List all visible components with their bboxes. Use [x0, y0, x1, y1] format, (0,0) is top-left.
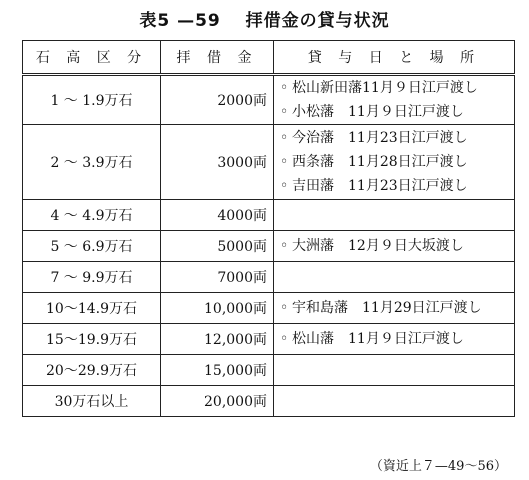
list-item: [280, 327, 508, 351]
title-number: 5 —59: [157, 11, 221, 31]
loan-amount: 2000両: [161, 75, 274, 125]
kokudaka-range: 4 ～ 4.9万石: [23, 200, 161, 231]
kokudaka-range: 1 ～ 1.9万石: [23, 75, 161, 125]
list-item: [280, 150, 508, 174]
date-place-cell: [274, 262, 515, 293]
loan-amount: 15,000両: [161, 355, 274, 386]
bullet-icon: ◦: [280, 238, 289, 254]
list-item: [280, 126, 508, 150]
bullet-icon: ◦: [280, 178, 289, 194]
kokudaka-range: 10～14.9万石: [23, 293, 161, 324]
entry-text: 小松藩 11月９日江戸渡し: [292, 104, 464, 120]
table-row: [23, 355, 515, 386]
entry-text: 大洲藩 12月９日大坂渡し: [292, 238, 464, 254]
list-item: [280, 234, 508, 258]
kokudaka-range: 20～29.9万石: [23, 355, 161, 386]
loan-amount: 12,000両: [161, 324, 274, 355]
bullet-icon: ◦: [280, 300, 289, 316]
bullet-icon: ◦: [280, 130, 289, 146]
list-item: [280, 76, 508, 100]
table-row: [23, 262, 515, 293]
date-place-cell: [274, 293, 515, 324]
title-prefix: 表: [139, 11, 158, 31]
date-place-cell: [274, 324, 515, 355]
entry-text: 吉田藩 11月23日江戸渡し: [292, 178, 468, 194]
loan-amount: 20,000両: [161, 386, 274, 417]
loan-amount: 10,000両: [161, 293, 274, 324]
bullet-icon: ◦: [280, 80, 289, 96]
entry-text: 松山新田藩11月９日江戸渡し: [292, 80, 478, 96]
date-place-cell: [274, 355, 515, 386]
loan-table: [22, 40, 515, 417]
table-row: [23, 231, 515, 262]
entry-text: 宇和島藩 11月29日江戸渡し: [292, 300, 482, 316]
bullet-icon: ◦: [280, 104, 289, 120]
table-title: [0, 6, 529, 31]
kokudaka-range: 7 ～ 9.9万石: [23, 262, 161, 293]
table-row: [23, 125, 515, 200]
table-row: [23, 386, 515, 417]
table-row: [23, 324, 515, 355]
header-loan-amount: 拝 借 金: [161, 41, 274, 75]
table-row: [23, 200, 515, 231]
kokudaka-range: 5 ～ 6.9万石: [23, 231, 161, 262]
header-kokudaka: 石 高 区 分: [23, 41, 161, 75]
table-row: [23, 75, 515, 125]
loan-amount: 5000両: [161, 231, 274, 262]
bullet-icon: ◦: [280, 154, 289, 170]
loan-amount: 4000両: [161, 200, 274, 231]
title-text: 拝借金の貸与状況: [245, 11, 390, 31]
list-item: [280, 296, 508, 320]
kokudaka-range: 2 ～ 3.9万石: [23, 125, 161, 200]
header-row: [23, 41, 515, 75]
source-note: （資近上７—49～56）: [369, 459, 507, 474]
loan-amount: 7000両: [161, 262, 274, 293]
date-place-cell: [274, 200, 515, 231]
date-place-cell: [274, 231, 515, 262]
list-item: [280, 100, 508, 124]
kokudaka-range: 15～19.9万石: [23, 324, 161, 355]
table-body: [23, 75, 515, 417]
kokudaka-range: 30万石以上: [23, 386, 161, 417]
bullet-icon: ◦: [280, 331, 289, 347]
list-item: [280, 174, 508, 198]
entry-text: 松山藩 11月９日江戸渡し: [292, 331, 464, 347]
loan-amount: 3000両: [161, 125, 274, 200]
entry-text: 西条藩 11月28日江戸渡し: [292, 154, 468, 170]
header-date-place: 貸 与 日 と 場 所: [274, 41, 515, 75]
date-place-cell: [274, 386, 515, 417]
table-row: [23, 293, 515, 324]
date-place-cell: [274, 75, 515, 125]
date-place-cell: [274, 125, 515, 200]
entry-text: 今治藩 11月23日江戸渡し: [292, 130, 468, 146]
